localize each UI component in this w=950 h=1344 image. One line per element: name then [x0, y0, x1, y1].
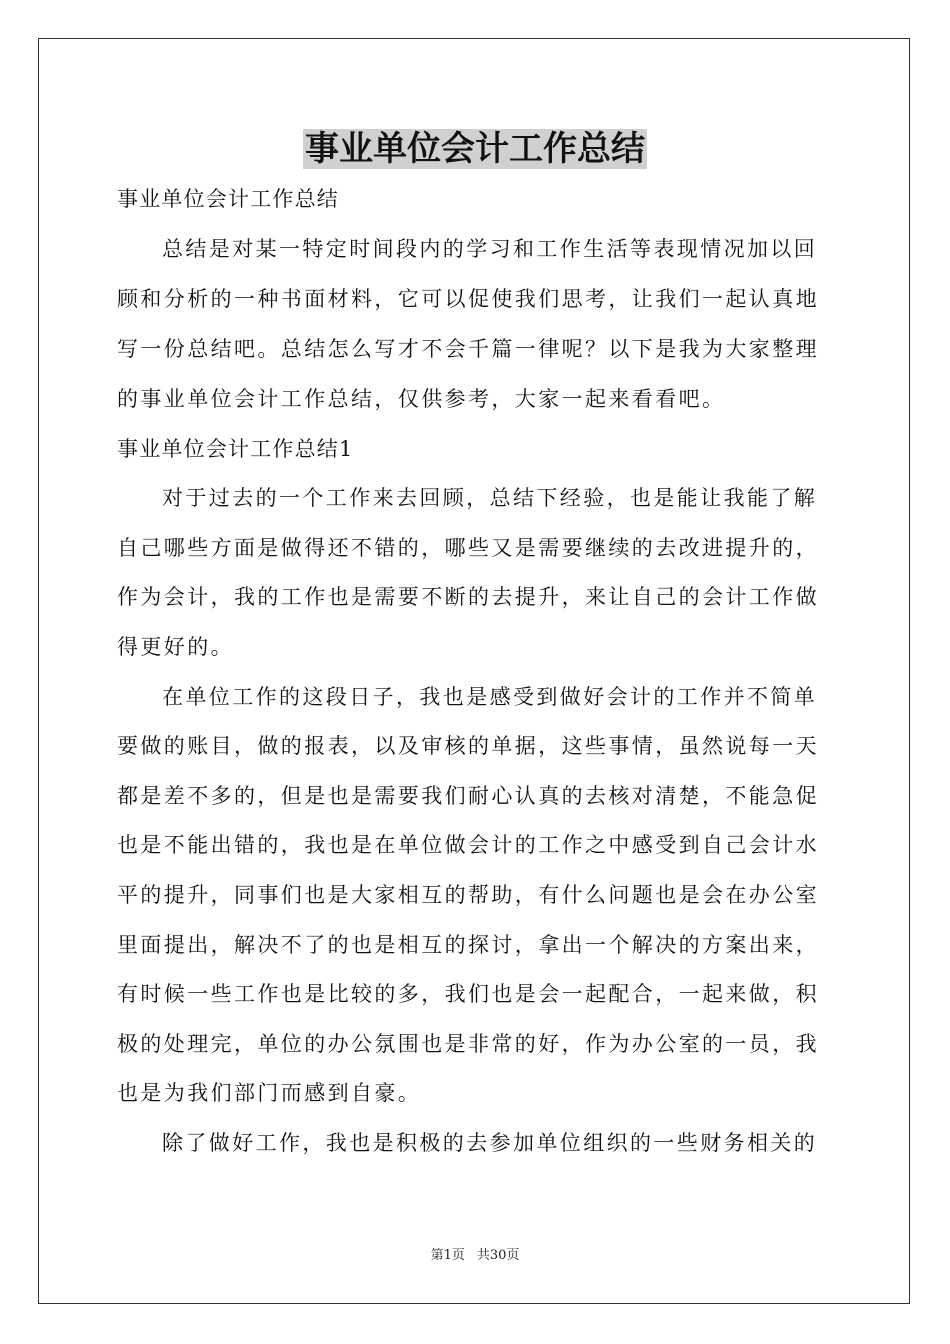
paragraph-3-line-8: 极的处理完，单位的办公氛围也是非常的好，作为办公室的一员，我: [117, 1032, 819, 1056]
document-subtitle: 事业单位会计工作总结: [117, 187, 339, 211]
paragraph-1-line-4: 的事业单位会计工作总结，仅供参考，大家一起来看看吧。: [117, 387, 726, 411]
paragraph-1-line-2: 顾和分析的一种书面材料，它可以促使我们思考，让我们一起认真地: [117, 287, 819, 311]
paragraph-3-line-7: 有时候一些工作也是比较的多，我们也是会一起配合，一起来做，积: [117, 982, 819, 1006]
paragraph-3-line-3: 都是差不多的，但是也是需要我们耐心认真的去核对清楚，不能急促: [117, 784, 819, 808]
paragraph-2-line-2: 自己哪些方面是做得还不错的，哪些又是需要继续的去改进提升的，: [117, 536, 819, 560]
paragraph-3-line-5: 平的提升，同事们也是大家相互的帮助，有什么问题也是会在办公室: [117, 883, 819, 907]
paragraph-1-line-3: 写一份总结吧。总结怎么写才不会千篇一律呢？以下是我为大家整理: [117, 337, 819, 361]
paragraph-1-line-1: 总结是对某一特定时间段内的学习和工作生活等表现情况加以回: [162, 237, 818, 261]
page-number-current: 第1页: [430, 1248, 465, 1263]
page-number-total: 共30页: [476, 1248, 520, 1263]
paragraph-3-line-1: 在单位工作的这段日子，我也是感受到做好会计的工作并不简单: [162, 685, 818, 709]
paragraph-4-line-1: 除了做好工作，我也是积极的去参加单位组织的一些财务相关的: [162, 1131, 818, 1155]
paragraph-2-line-3: 作为会计，我的工作也是需要不断的去提升，来让自己的会计工作做: [117, 585, 819, 609]
page-footer: [0, 1246, 950, 1266]
section-heading: 事业单位会计工作总结1: [117, 437, 354, 461]
paragraph-3-line-9: 也是为我们部门而感到自豪。: [117, 1081, 422, 1105]
paragraph-2-line-1: 对于过去的一个工作来去回顾，总结下经验，也是能让我能了解: [162, 486, 818, 510]
paragraph-3-line-4: 也是不能出错的，我也是在单位做会计的工作之中感受到自己会计水: [117, 833, 819, 857]
page-border: [38, 38, 910, 1304]
document-title-text: 事业单位会计工作总结: [305, 129, 645, 169]
paragraph-2-line-4: 得更好的。: [117, 635, 234, 659]
paragraph-3-line-6: 里面提出，解决不了的也是相互的探讨，拿出一个解决的方案出来，: [117, 933, 819, 957]
document-title: [0, 124, 950, 174]
paragraph-3-line-2: 要做的账目，做的报表，以及审核的单据，这些事情，虽然说每一天: [117, 734, 819, 758]
